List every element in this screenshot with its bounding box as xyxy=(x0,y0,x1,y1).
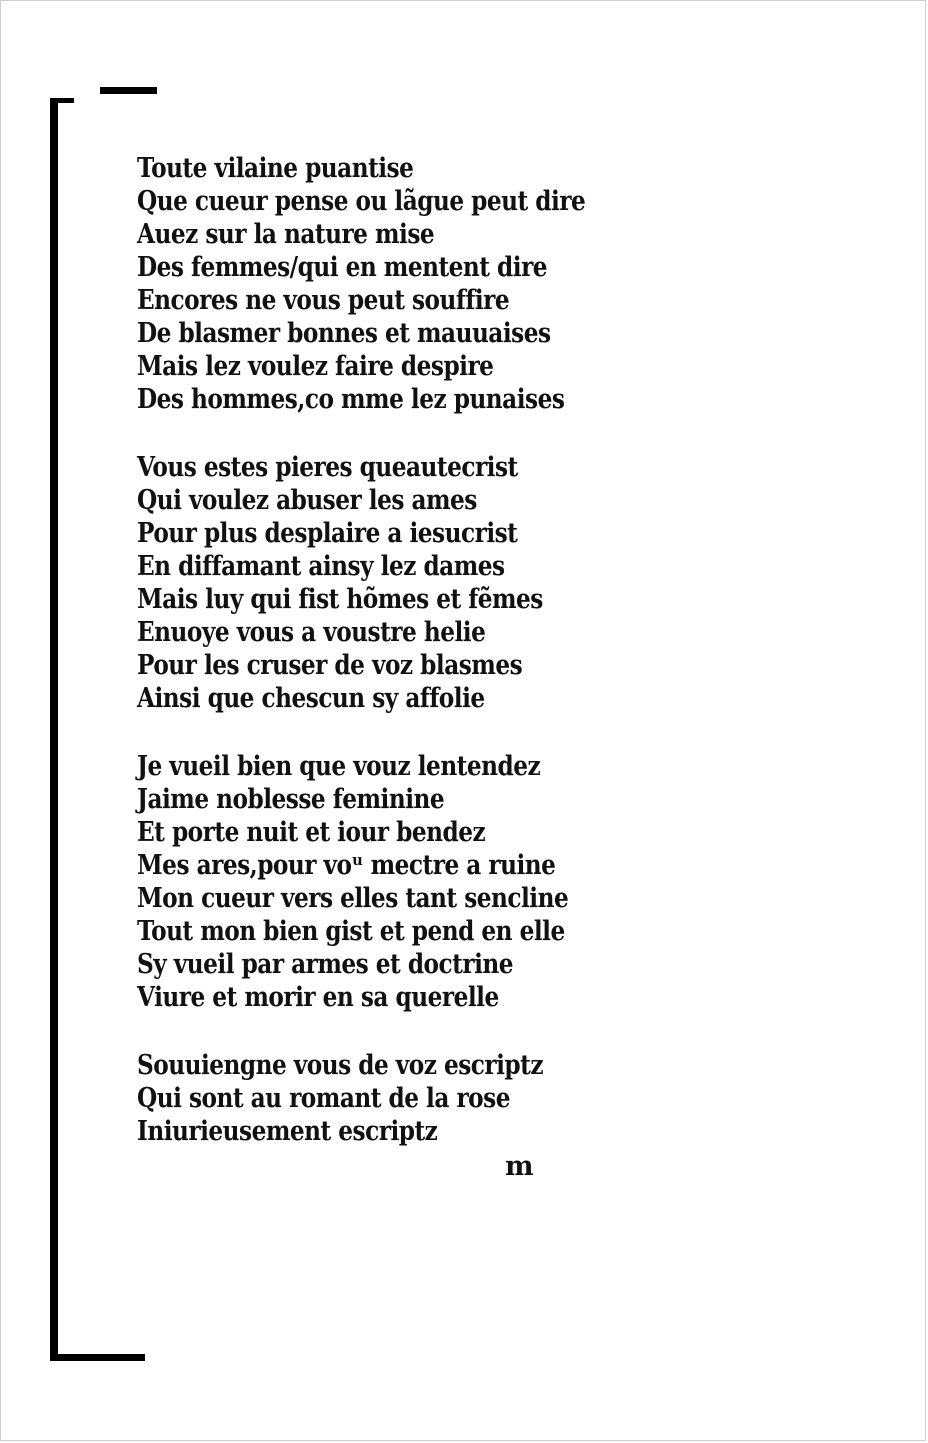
verse-line: Et porte nuit et iour bendez xyxy=(137,817,486,848)
top-rule xyxy=(100,87,157,94)
verse-line: En diffamant ainsy lez dames xyxy=(137,551,505,582)
verse-line: Encores ne vous peut souffire xyxy=(137,285,510,316)
verse-line: Que cueur pense ou lãgue peut dire xyxy=(137,186,586,217)
verse-line: Je vueil bien que vouz lentendez xyxy=(137,751,541,782)
verse-line: Des hommes,co mme lez punaises xyxy=(137,384,565,415)
verse-line: Des femmes/qui en mentent dire xyxy=(137,252,548,283)
verse-line: Mais luy qui fist hõmes et fẽmes xyxy=(137,584,543,615)
verse-line: Vous estes pieres queautecrist xyxy=(137,452,518,483)
stanza-1 xyxy=(137,152,607,416)
verse-line: Viure et morir en sa querelle xyxy=(137,982,499,1013)
gutter-top-tick xyxy=(50,98,74,103)
stanza-4 xyxy=(137,1049,607,1148)
verse-line: Souuiengne vous de voz escriptz xyxy=(137,1050,544,1081)
left-gutter-bar xyxy=(50,98,58,1360)
verse-line: Tout mon bien gist et pend en elle xyxy=(137,916,565,947)
verse-line: Qui sont au romant de la rose xyxy=(137,1083,510,1114)
signature-mark: m xyxy=(505,1151,534,1182)
verse-block xyxy=(137,152,607,1183)
verse-line: Toute vilaine puantise xyxy=(137,153,414,184)
verse-line: De blasmer bonnes et mauuaises xyxy=(137,318,551,349)
verse-line: Iniurieusement escriptz xyxy=(137,1116,438,1147)
verse-line: Mes ares,pour voᵘ mectre a ruine xyxy=(137,850,556,881)
stanza-3 xyxy=(137,750,607,1014)
gutter-bottom-foot xyxy=(50,1354,145,1361)
verse-line: Mais lez voulez faire despire xyxy=(137,351,494,382)
verse-line: Mon cueur vers elles tant sencline xyxy=(137,883,569,914)
verse-line: Jaime noblesse feminine xyxy=(137,784,445,815)
verse-line: Sy vueil par armes et doctrine xyxy=(137,949,514,980)
verse-line: Ainsi que chescun sy affolie xyxy=(137,683,485,714)
verse-line: Auez sur la nature mise xyxy=(137,219,435,250)
verse-line: Pour les cruser de voz blasmes xyxy=(137,650,523,681)
verse-line: Enuoye vous a voustre helie xyxy=(137,617,486,648)
verse-line: Pour plus desplaire a iesucrist xyxy=(137,518,518,549)
stanza-2 xyxy=(137,451,607,715)
verse-line: Qui voulez abuser les ames xyxy=(137,485,477,516)
